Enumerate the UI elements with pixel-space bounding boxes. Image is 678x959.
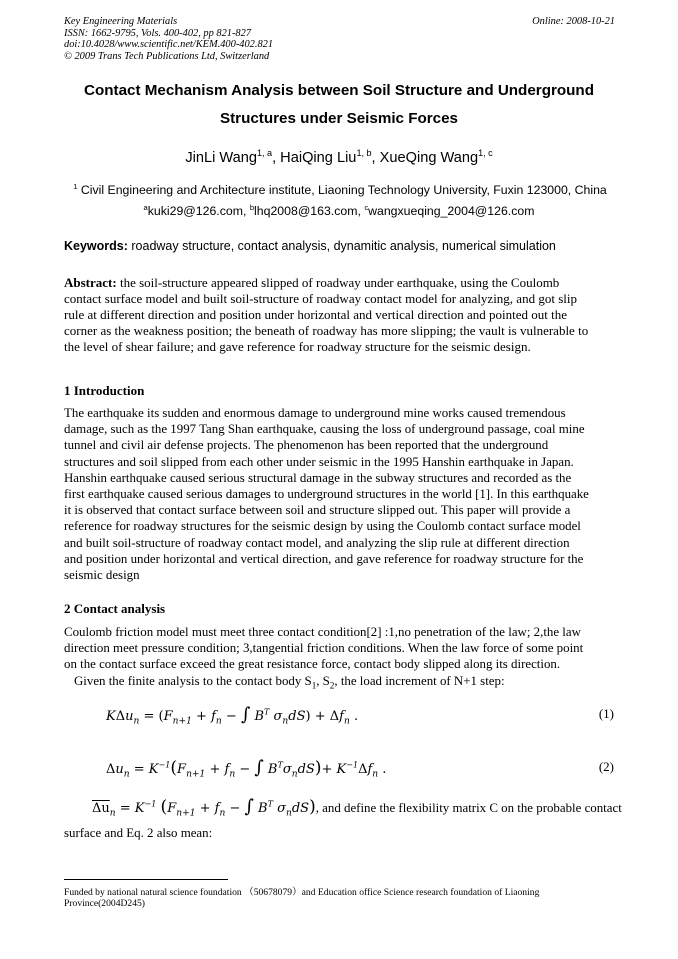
abstract-line: Abstract: the soil-structure appeared slipped of roadway under earthquake, using the Coulomb (64, 275, 560, 290)
text-line: Given the finite analysis to the contact body $S_1$, $S_2$, the load increment of N+1 step: (74, 673, 505, 691)
section-heading-contact-analysis: 2 Contact analysis (64, 601, 166, 616)
journal-name: Key Engineering Materials (64, 16, 178, 27)
abstract-line: contact surface model and built soil-structure of roadway contact model for analyzing, and got slip (64, 291, 577, 307)
online-date: Online: 2008-10-21 (532, 16, 615, 27)
title-line-1: Contact Mechanism Analysis between Soil Structure and Underground (84, 82, 594, 99)
affiliation-marker: 1 (73, 181, 78, 191)
text-line: direction meet pressure condition; 3,tangential friction conditions. When the law force of some point (64, 641, 584, 656)
abstract-line: corner as the weakness position; the beneath of roadway has more slipping; the vault is vulnerable to (64, 323, 589, 339)
keywords-label: Keywords: (64, 239, 128, 253)
doi-link[interactable]: doi:10.4028/www.scientific.net/KEM.400-402.821 (64, 39, 274, 51)
abstract-line: rule at different direction and position under horizontal and vertical direction and pointed out the (64, 307, 567, 323)
text-line: structures and soil slipped from each other under seismic in the 1995 Hanshin earthquake in Japan. (64, 454, 574, 469)
text-line: surface and Eq. 2 also mean: (64, 826, 213, 840)
flexibility-definition (64, 796, 622, 843)
equation-2: $\Delta u_n = K^{-1}(F_{n+1} + f_n$ − ∫ $B^T\sigma_ndS)+ K^{-1}\Delta f_n$ . (106, 757, 387, 780)
copyright-line: © 2009 Trans Tech Publications Ltd, Switzerland (64, 50, 270, 62)
text-line: Hanshin earthquake caused serious structural damage in the subway structures and recorded as the (64, 470, 572, 485)
text-line: it is observed that contact surface between soil and structure slipped out. This paper will provide a (64, 503, 571, 518)
keywords-text: roadway structure, contact analysis, dynamitic analysis, numerical simulation (131, 239, 556, 253)
equation-number: (1) (598, 706, 614, 721)
equation-number: (2) (598, 759, 614, 774)
author-name: JinLi Wang (185, 150, 257, 166)
author-marker: 1, c (478, 148, 493, 159)
email-link[interactable]: kuki29@126.com (147, 204, 243, 218)
abstract-label: Abstract: (64, 275, 117, 290)
author-list: JinLi Wang$^{1, a}$, HaiQing Liu$^{1, b}$, XueQing Wang$^{1, c}$ (185, 148, 493, 166)
equation-1: $K\Delta u_n = (F_{n+1} + f_n$ − ∫ $B^T$ $\sigma_ndS) + \Delta f_n$ . (106, 704, 359, 727)
title-line-2: Structures under Seismic Forces (219, 110, 459, 127)
section-heading-introduction: 1 Introduction (64, 383, 145, 398)
footnote-line: Province(2004D245) (64, 898, 145, 910)
journal-header (64, 16, 273, 62)
issn-line: ISSN: 1662-9795, Vols. 400-402, pp 821-827 (64, 27, 252, 39)
text-line: Coulomb friction model must meet three contact condition[2] :1,no penetration of the law; 2,the law (64, 625, 581, 639)
text-line: and position under horizontal and vertical direction, and gave reference for roadway structure for the (64, 551, 584, 566)
footnote (64, 887, 614, 910)
text-line: $\overline{\Delta u}_n = K^{-1}$ ($F_{n+1} + f_n$ − ∫ $B^T$ $\sigma_ndS$), and define the flexibility matrix C on the probable contact (92, 796, 622, 819)
contact-analysis-body (64, 624, 614, 689)
text-line: damage, such as the 1997 Tang Shan earthquake, causing the loss of underground passage, coal mine (64, 422, 585, 437)
author-marker: 1, b (356, 148, 372, 159)
text-line: on the contact surface exceed the great resistance force, contact body slipped along its direction. (64, 657, 561, 672)
footnote-line: Funded by national natural science foundation （50678079）and Education office Science research foundation of Liaoning (64, 887, 540, 898)
text-line: seismic design (64, 568, 140, 583)
inline-equation: $\overline{\Delta u}_n = K^{-1}$ ($F_{n+1} + f_n$ − ∫ $B^T$ $\sigma_ndS$) (92, 796, 316, 819)
author-marker: 1, a (256, 148, 273, 159)
paper-title (60, 77, 618, 133)
abstract (64, 275, 614, 355)
abstract-line: the level of shear failure; and gave reference for roadway structure for the seismic design. (64, 339, 531, 355)
email-link[interactable]: lhq2008@163.com (254, 204, 358, 218)
text-line: first earthquake caused serious damages to underground structures in the world [1]. In this earthquake (64, 487, 589, 502)
text-line: reference for roadway structures for the seismic design by using the Coulomb contact surface model (64, 519, 581, 534)
email-marker: b (249, 202, 255, 212)
text-line: The earthquake its sudden and enormous damage to underground mine works caused tremendous (64, 406, 566, 420)
affiliation (60, 183, 620, 197)
keywords (64, 239, 624, 253)
email-link[interactable]: wangxueqing_2004@126.com (368, 204, 535, 218)
text-line: and built soil-structure of roadway contact model, and analyzing the slip rule at different direction (64, 535, 570, 550)
affiliation-text: Civil Engineering and Architecture institute, Liaoning Technology University, Fuxin 123000, China (80, 183, 607, 197)
text-line: tunnel and civil air defense projects. The phenomenon has been reported that the underground (64, 438, 549, 453)
email-list: $^a$kuki29@126.com, $^b$lhq2008@163.com, $^c$wangxueqing_2004@126.com (143, 202, 535, 218)
footnote-divider (64, 879, 228, 880)
author-name: XueQing Wang (379, 150, 479, 166)
email-marker: c (364, 202, 369, 212)
email-marker: a (143, 202, 148, 212)
author-name: HaiQing Liu (280, 150, 357, 166)
introduction-body (64, 405, 614, 583)
